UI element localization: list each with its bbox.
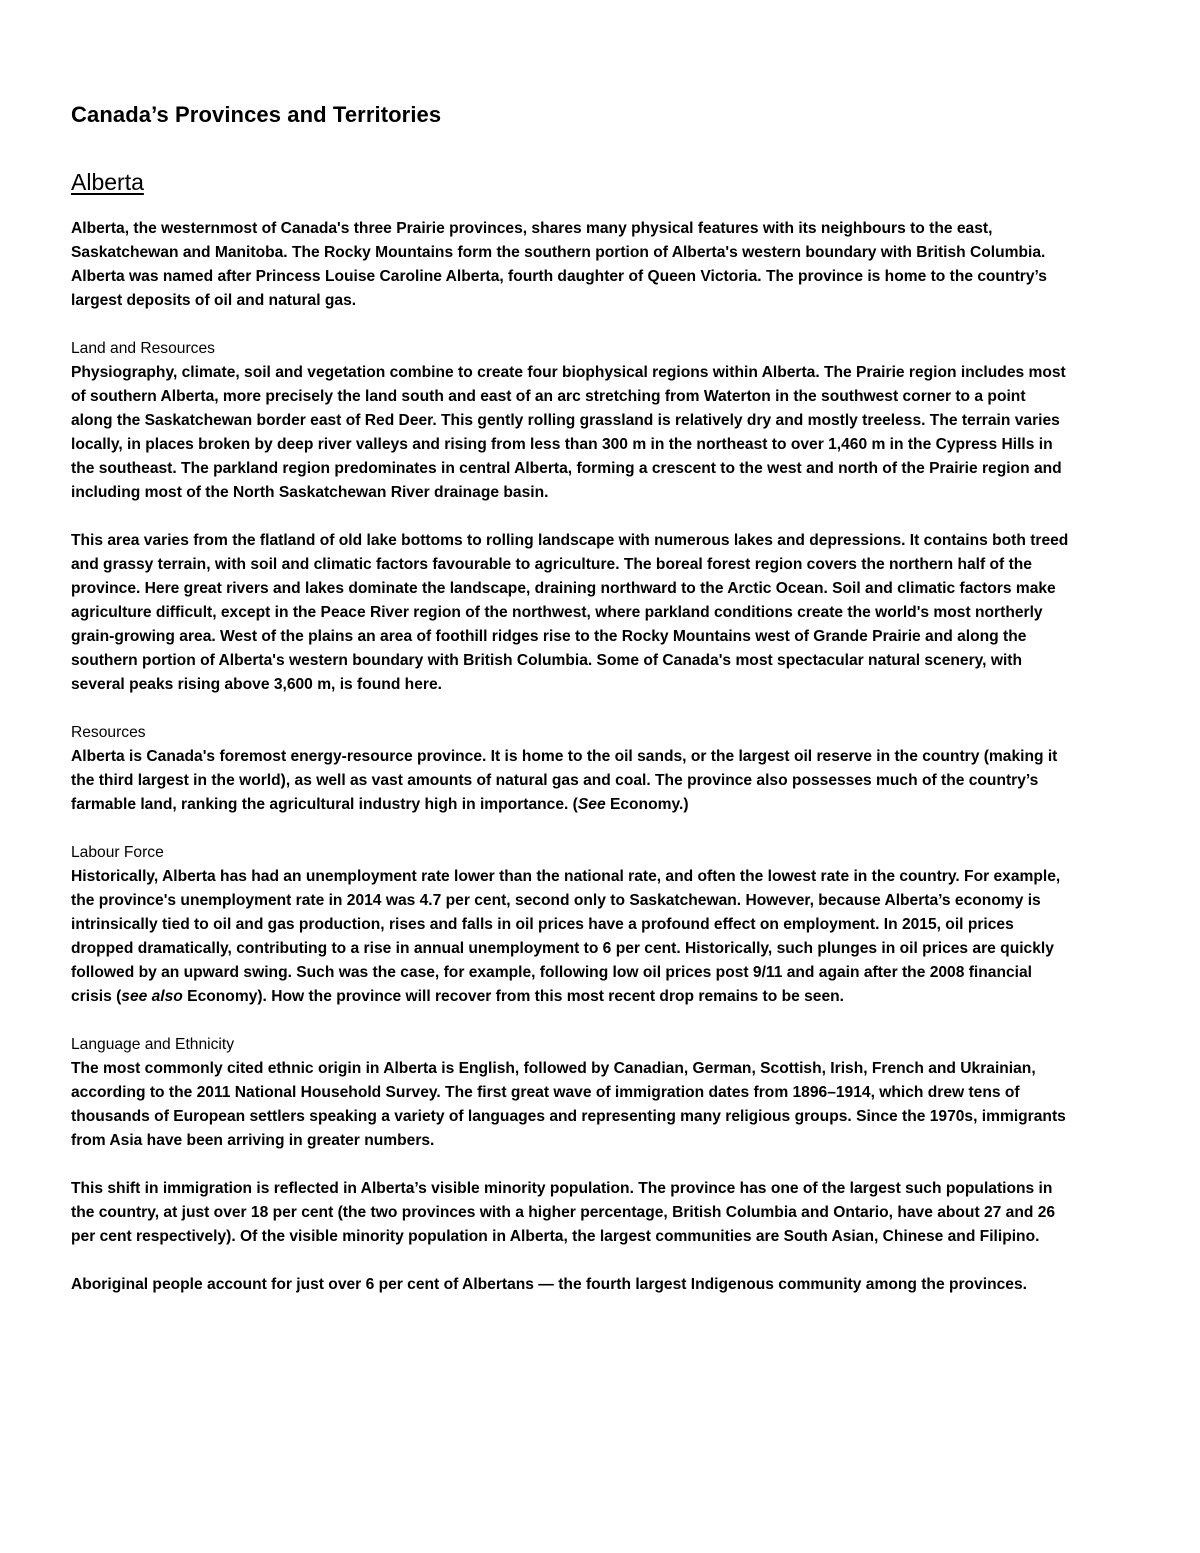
land-heading: Land and Resources: [71, 340, 215, 357]
language-paragraph-3-block: [71, 1273, 1071, 1297]
labour-italic: see also: [121, 988, 183, 1005]
land-paragraph-1: Physiography, climate, soil and vegetation combine to create four biophysical regions within Alberta. The Prairie region includes most of southern Alberta, more precisely the land south and east of an arc stretching from Waterton in the southwest corner to a point along the Saskatchewan border east of Red Deer. This gently rolling grassland is relatively dry and mostly treeless. The terrain varies locally, in places broken by deep river valleys and rising from less than 300 m in the northeast to over 1,460 m in the Cypress Hills in the southeast. The parkland region predominates in central Alberta, forming a crescent to the west and north of the Prairie region and including most of the North Saskatchewan River drainage basin.: [71, 364, 1066, 501]
land-section: [71, 337, 1071, 505]
province-heading: Alberta: [71, 169, 144, 195]
language-paragraph-1: The most commonly cited ethnic origin in Alberta is English, followed by Canadian, German, Scottish, Irish, French and Ukrainian, according to the 2011 National Household Survey. The first great wave of immigration dates from 1896–1914, which drew tens of thousands of European settlers speaking a variety of languages and representing many religious groups. Since the 1970s, immigrants from Asia have been arriving in greater numbers.: [71, 1060, 1066, 1149]
resources-text-before: Alberta is Canada's foremost energy-resource province. It is home to the oil sands, or the largest oil reserve in the country (making it the third largest in the world), as well as vast amounts of natural gas and coal. The province also possesses much of the country’s farmable land, ranking the agricultural industry high in importance. (: [71, 748, 1058, 813]
labour-text-before: Historically, Alberta has had an unemployment rate lower than the national rate, and often the lowest rate in the country. For example, the province's unemployment rate in 2014 was 4.7 per cent, second only to Saskatchewan. However, because Alberta’s economy is intrinsically tied to oil and gas production, rises and falls in oil prices have a profound effect on employment. In 2015, oil prices dropped dramatically, contributing to a rise in annual unemployment to 6 per cent. Historically, such plunges in oil prices are quickly followed by an upward swing. Such was the case, for example, following low oil prices post 9/11 and again after the 2008 financial crisis (: [71, 868, 1061, 1005]
labour-paragraph: [71, 865, 1071, 1009]
language-paragraph-2-block: [71, 1177, 1071, 1249]
resources-italic: See: [577, 796, 606, 813]
language-section: [71, 1033, 1071, 1153]
language-paragraph-2: This shift in immigration is reflected in Alberta’s visible minority population. The province has one of the largest such populations in the country, at just over 18 per cent (the two provinces with a higher percentage, British Columbia and Ontario, have about 27 and 26 per cent respectively). Of the visible minority population in Alberta, the largest communities are South Asian, Chinese and Filipino.: [71, 1180, 1056, 1245]
labour-heading: Labour Force: [71, 844, 164, 861]
resources-section: [71, 721, 1071, 817]
resources-heading: Resources: [71, 724, 146, 741]
language-paragraph-3: Aboriginal people account for just over 6 per cent of Albertans — the fourth largest Indigenous community among the provinces.: [71, 1276, 1027, 1293]
language-heading: Language and Ethnicity: [71, 1036, 234, 1053]
document-page: [71, 98, 1071, 1297]
resources-text-after: Economy.): [605, 796, 689, 813]
labour-section: [71, 841, 1071, 1009]
land-paragraph-2: This area varies from the flatland of old lake bottoms to rolling landscape with numerous lakes and depressions. It contains both treed and grassy terrain, with soil and climatic factors favourable to agriculture. The boreal forest region covers the northern half of the province. Here great rivers and lakes dominate the landscape, draining northward to the Arctic Ocean. Soil and climatic factors make agriculture difficult, except in the Peace River region of the northwest, where parkland conditions create the world's most northerly grain-growing area. West of the plains an area of foothill ridges rise to the Rocky Mountains west of Grande Prairie and along the southern portion of Alberta's western boundary with British Columbia. Some of Canada's most spectacular natural scenery, with several peaks rising above 3,600 m, is found here.: [71, 532, 1069, 693]
document-title: Canada’s Provinces and Territories: [71, 102, 442, 127]
labour-text-after: Economy). How the province will recover from this most recent drop remains to be seen.: [182, 988, 845, 1005]
intro-text: Alberta, the westernmost of Canada's three Prairie provinces, shares many physical features with its neighbours to the east, Saskatchewan and Manitoba. The Rocky Mountains form the southern portion of Alberta's western boundary with British Columbia. Alberta was named after Princess Louise Caroline Alberta, fourth daughter of Queen Victoria. The province is home to the country’s largest deposits of oil and natural gas.: [71, 220, 1047, 309]
land-paragraph-2-block: [71, 529, 1071, 697]
resources-paragraph: [71, 745, 1071, 817]
intro-paragraph: [71, 217, 1071, 313]
